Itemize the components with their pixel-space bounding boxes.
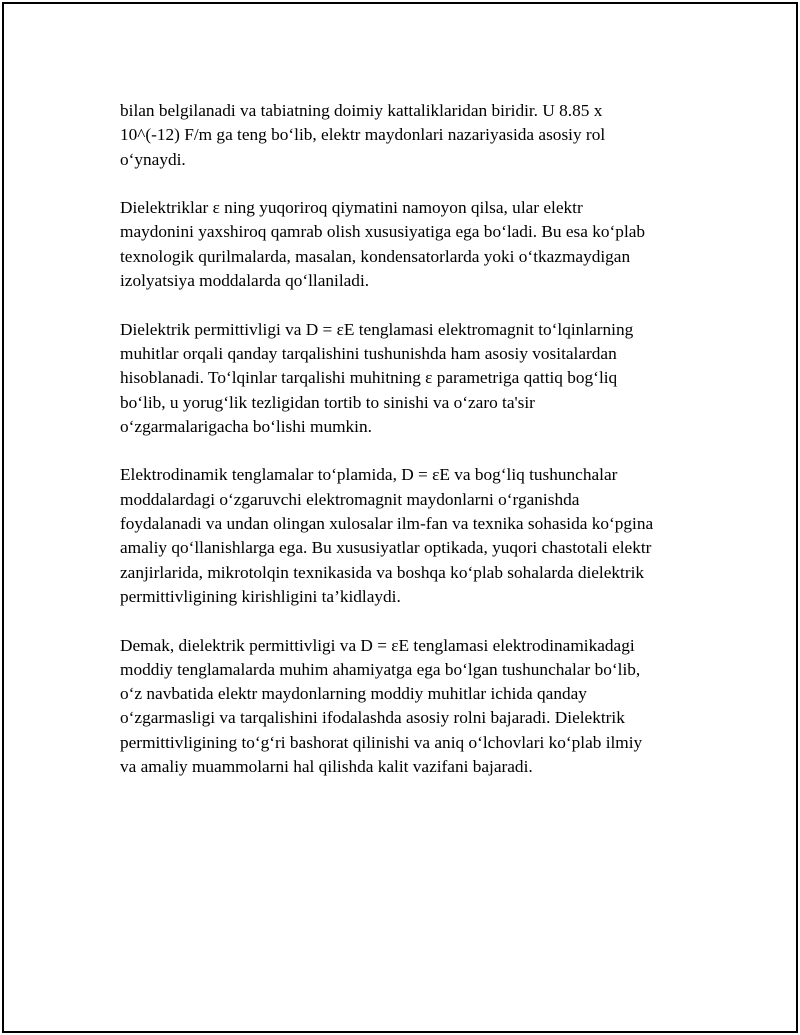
text-line: Elektrodinamik tenglamalar to‘plamida, D = εE va bog‘liq tushunchalar <box>120 465 618 485</box>
text-line: o‘ynaydi. <box>120 149 186 169</box>
paragraph-3 <box>120 318 700 439</box>
paragraph-5 <box>120 634 700 780</box>
text-line: o‘zgarmasligi va tarqalishini ifodalashda asosiy rolni bajaradi. Dielektrik <box>120 708 625 728</box>
text-line: bilan belgilanadi va tabiatning doimiy kattaliklaridan biridir. U 8.85 x <box>120 101 603 120</box>
text-line: texnologik qurilmalarda, masalan, kondensatorlarda yoki o‘tkazmaydigan <box>120 246 631 266</box>
text-line: zanjirlarida, mikrotolqin texnikasida va boshqa ko‘plab sohalarda dielektrik <box>120 562 645 582</box>
paragraph-1 <box>120 99 700 172</box>
paragraph-2 <box>120 196 700 293</box>
text-line: permittivligining kirishligini ta’kidlaydi. <box>120 586 401 606</box>
document-body <box>120 99 700 804</box>
text-line: hisoblanadi. To‘lqinlar tarqalishi muhitning ε parametriga qattiq bog‘liq <box>120 368 618 388</box>
text-line: moddiy tenglamalarda muhim ahamiyatga ega bo‘lgan tushunchalar bo‘lib, <box>120 659 641 679</box>
text-line: 10^(-12) F/m ga teng bo‘lib, elektr maydonlari nazariyasida asosiy rol <box>120 125 606 145</box>
paragraph-4 <box>120 463 700 609</box>
text-line: va amaliy muammolarni hal qilishda kalit vazifani bajaradi. <box>120 757 533 777</box>
page-frame <box>2 2 798 1033</box>
text-line: Dielektrik permittivligi va D = εE tenglamasi elektromagnit to‘lqinlarning <box>120 319 634 339</box>
text-line: bo‘lib, u yorug‘lik tezligidan tortib to sinishi va o‘zaro ta'sir <box>120 392 535 412</box>
text-line: maydonini yaxshiroq qamrab olish xususiyatiga ega bo‘ladi. Bu esa ko‘plab <box>120 222 646 242</box>
text-line: izolyatsiya moddalarda qo‘llaniladi. <box>120 271 370 291</box>
text-line: o‘z navbatida elektr maydonlarning moddiy muhitlar ichida qanday <box>120 684 587 704</box>
text-line: Demak, dielektrik permittivligi va D = εE tenglamasi elektrodinamikadagi <box>120 635 635 655</box>
text-line: Dielektriklar ε ning yuqoriroq qiymatini namoyon qilsa, ular elektr <box>120 198 583 218</box>
text-line: moddalardagi o‘zgaruvchi elektromagnit maydonlarni o‘rganishda <box>120 489 580 509</box>
text-line: foydalanadi va undan olingan xulosalar ilm-fan va texnika sohasida ko‘pgina <box>120 514 654 534</box>
text-line: o‘zgarmalarigacha bo‘lishi mumkin. <box>120 416 372 436</box>
text-line: permittivligining to‘g‘ri bashorat qilinishi va aniq o‘lchovlari ko‘plab ilmiy <box>120 732 643 752</box>
text-line: amaliy qo‘llanishlarga ega. Bu xususiyatlar optikada, yuqori chastotali elektr <box>120 538 652 558</box>
text-line: muhitlar orqali qanday tarqalishini tushunishda ham asosiy vositalardan <box>120 343 617 363</box>
